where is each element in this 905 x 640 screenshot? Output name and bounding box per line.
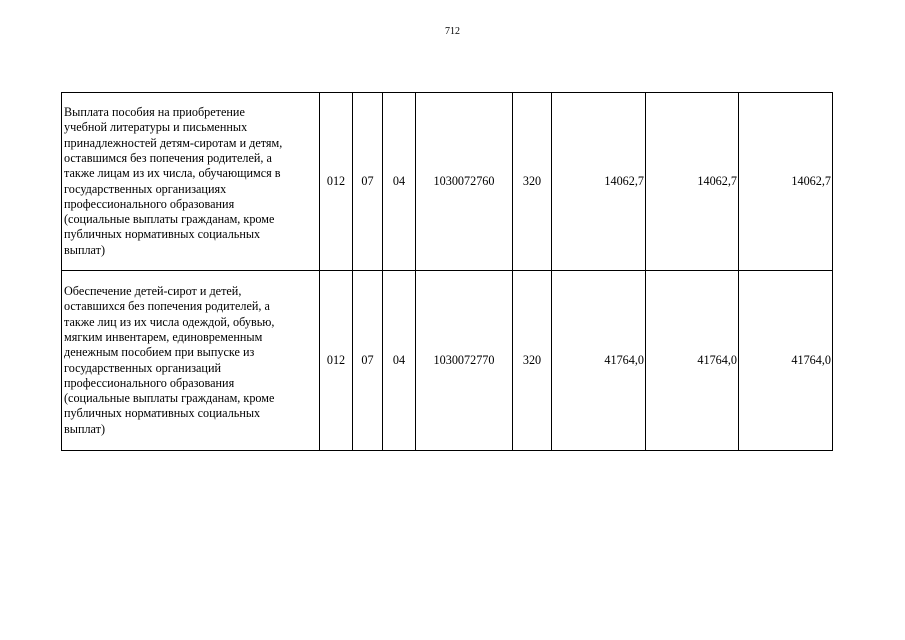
target-article-cell: 1030072770 [416, 271, 513, 451]
description-line: мягким инвентарем, единовременным [64, 329, 263, 344]
description-line: (социальные выплаты гражданам, кроме [64, 212, 275, 227]
ministry-code-cell: 012 [320, 93, 353, 271]
description-line: выплат) [64, 421, 106, 436]
table-row [62, 93, 833, 271]
description-line: профессионального образования [64, 196, 235, 211]
amount-cell-1: 41764,0 [552, 271, 646, 451]
section-code-cell: 07 [353, 271, 383, 451]
description-line: денежным пособием при выпуске из [64, 345, 255, 360]
amount-cell-2: 14062,7 [646, 93, 739, 271]
description-line: оставшихся без попечения родителей, а [64, 299, 270, 314]
description-line: профессионального образования [64, 375, 235, 390]
description-line: публичных нормативных социальных [64, 227, 261, 242]
expense-type-cell: 320 [513, 93, 552, 271]
description-line: Обеспечение детей-сирот и детей, [64, 284, 242, 299]
row-description [62, 93, 320, 271]
section-code-cell: 07 [353, 93, 383, 271]
description-line: (социальные выплаты гражданам, кроме [64, 391, 275, 406]
description-line: учебной литературы и письменных [64, 120, 248, 135]
description-line: государственных организаций [64, 360, 222, 375]
description-line: выплат) [64, 242, 106, 257]
amount-cell-3: 41764,0 [739, 271, 833, 451]
page-number: 712 [445, 26, 460, 37]
row-description [62, 271, 320, 451]
description-line: оставшимся без попечения родителей, а [64, 150, 272, 165]
budget-table [61, 92, 833, 451]
description-line: публичных нормативных социальных [64, 406, 261, 421]
description-line: также лицам из их числа, обучающимся в [64, 166, 281, 181]
subsection-code-cell: 04 [383, 271, 416, 451]
subsection-code-cell: 04 [383, 93, 416, 271]
description-line: также лиц из их числа одеждой, обувью, [64, 314, 275, 329]
table-row [62, 271, 833, 451]
expense-type-cell: 320 [513, 271, 552, 451]
target-article-cell: 1030072760 [416, 93, 513, 271]
ministry-code-cell: 012 [320, 271, 353, 451]
description-line: государственных организациях [64, 181, 227, 196]
description-line: Выплата пособия на приобретение [64, 105, 245, 120]
amount-cell-3: 14062,7 [739, 93, 833, 271]
description-line: принадлежностей детям-сиротам и детям, [64, 135, 283, 150]
amount-cell-1: 14062,7 [552, 93, 646, 271]
amount-cell-2: 41764,0 [646, 271, 739, 451]
